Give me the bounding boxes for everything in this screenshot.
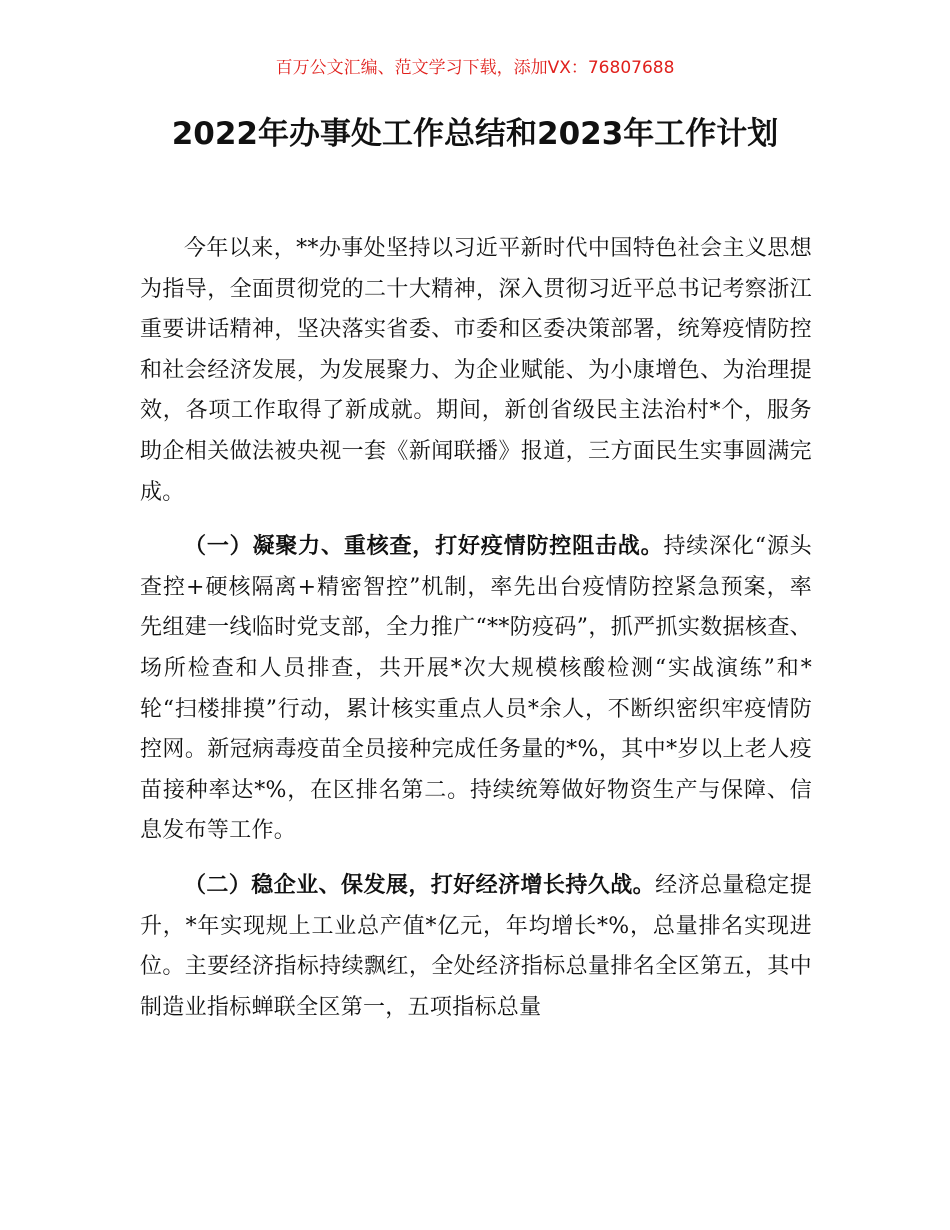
document-body: [140, 228, 812, 1041]
paragraph-economic-growth: [140, 865, 812, 1028]
paragraph-heading: （二）稳企业、保发展，打好经济增长持久战。: [184, 871, 656, 898]
paragraph-text: 经济总量稳定提升，*年实现规上工业总产值*亿元，年均增长*%，总量排名实现进位。主要经济指标持续飘红，全处经济指标总量排名全区第五，其中制造业指标蝉联全区第一，五项指标总量: [140, 872, 812, 1020]
paragraph-heading: （一）凝聚力、重核查，打好疫情防控阻击战。: [184, 533, 664, 560]
paragraph-text: 持续深化“源头查控+硬核隔离+精密智控”机制，率先出台疫情防控紧急预案，率先组建一线临时党支部，全力推广“**防疫码”，抓严抓实数据核查、场所检查和人员排查，共开展*次大规模核酸检测“实战演练”和*轮“扫楼排摸”行动，累计核实重点人员*余人，不断织密织牢疫情防控网。新冠病毒疫苗全员接种完成任务量的*%，其中*岁以上老人疫苗接种率达*%，在区排名第二。持续统筹做好物资生产与保障、信息发布等工作。: [140, 534, 812, 844]
document-title: 2022年办事处工作总结和2023年工作计划: [171, 116, 779, 152]
paragraph-epidemic-prevention: [140, 526, 812, 852]
paragraph-intro: [140, 228, 812, 513]
paragraph-text: 今年以来，**办事处坚持以习近平新时代中国特色社会主义思想为指导，全面贯彻党的二十大精神，深入贯彻习近平总书记考察浙江重要讲话精神，坚决落实省委、市委和区委决策部署，统筹疫情防控和社会经济发展，为发展聚力、为企业赋能、为小康增色、为治理提效，各项工作取得了新成就。期间，新创省级民主法治村*个，服务助企相关做法被央视一套《新闻联播》报道，三方面民生实事圆满完成。: [140, 236, 812, 505]
header-promo-text: 百万公文汇编、范文学习下载，添加VX：76807688: [275, 58, 675, 78]
